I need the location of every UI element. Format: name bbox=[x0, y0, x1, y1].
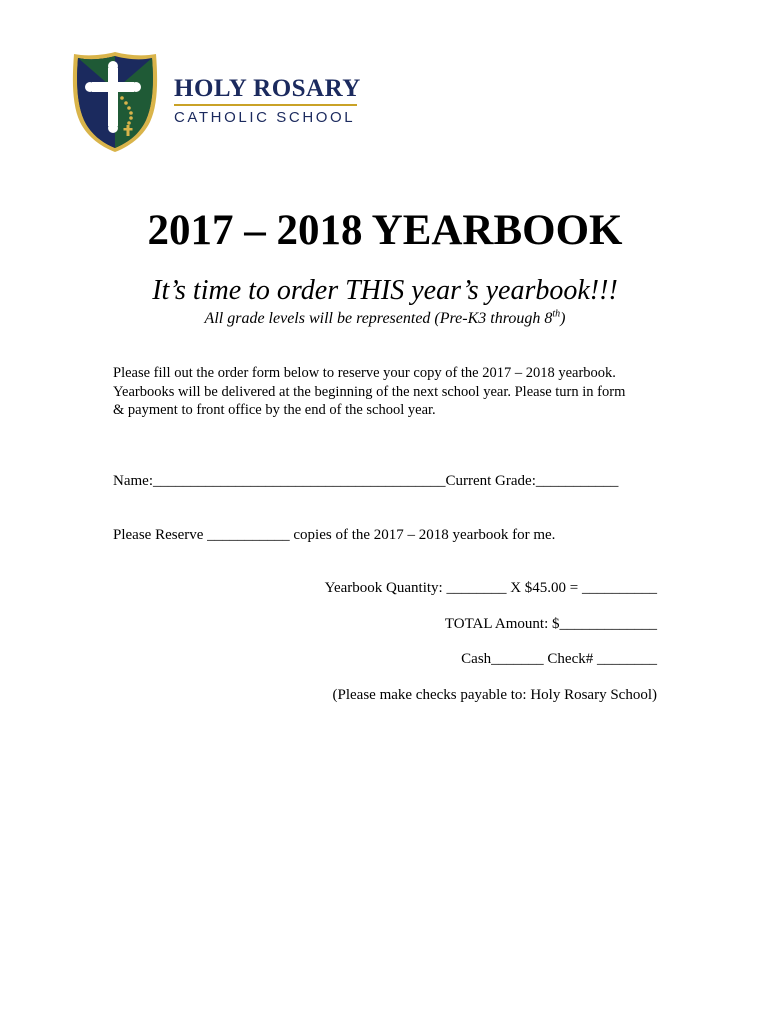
grade-levels-close: ) bbox=[560, 310, 566, 327]
grade-levels-note bbox=[0, 308, 770, 330]
school-name: HOLY ROSARY bbox=[174, 75, 361, 102]
intro-paragraph bbox=[113, 364, 673, 420]
intro-line: & payment to front office by the end of the school year. bbox=[113, 402, 436, 418]
intro-line: Please fill out the order form below to reserve your copy of the 2017 – 2018 yearbook. bbox=[113, 365, 616, 381]
grade-levels-superscript: th bbox=[552, 308, 561, 320]
checks-payable-note: (Please make checks payable to: Holy Rosary School) bbox=[332, 687, 657, 703]
page-title: 2017 – 2018 YEARBOOK bbox=[147, 207, 623, 254]
grade-levels-text: All grade levels will be represented (Pre-K3 through 8 bbox=[204, 310, 553, 327]
page-subtitle: It’s time to order THIS year’s yearbook!!! bbox=[152, 275, 618, 306]
name-grade-field[interactable]: Name:_______________________________________Current Grade:___________ bbox=[113, 473, 619, 489]
intro-line: Yearbooks will be delivered at the beginning of the next school year. Please turn in form bbox=[113, 383, 626, 400]
school-subtitle: CATHOLIC SCHOOL bbox=[174, 109, 356, 126]
yearbook-quantity-field[interactable]: Yearbook Quantity: ________ X $45.00 = __________ bbox=[324, 580, 657, 596]
reserve-copies-field[interactable]: Please Reserve ___________ copies of the 2017 – 2018 yearbook for me. bbox=[113, 527, 556, 543]
total-amount-field[interactable]: TOTAL Amount: $_____________ bbox=[444, 616, 657, 632]
school-name-divider bbox=[174, 104, 357, 106]
payment-method-field[interactable]: Cash_______ Check# ________ bbox=[461, 651, 657, 667]
shield-cross-rosary-icon bbox=[70, 50, 160, 154]
school-logo bbox=[70, 50, 370, 155]
